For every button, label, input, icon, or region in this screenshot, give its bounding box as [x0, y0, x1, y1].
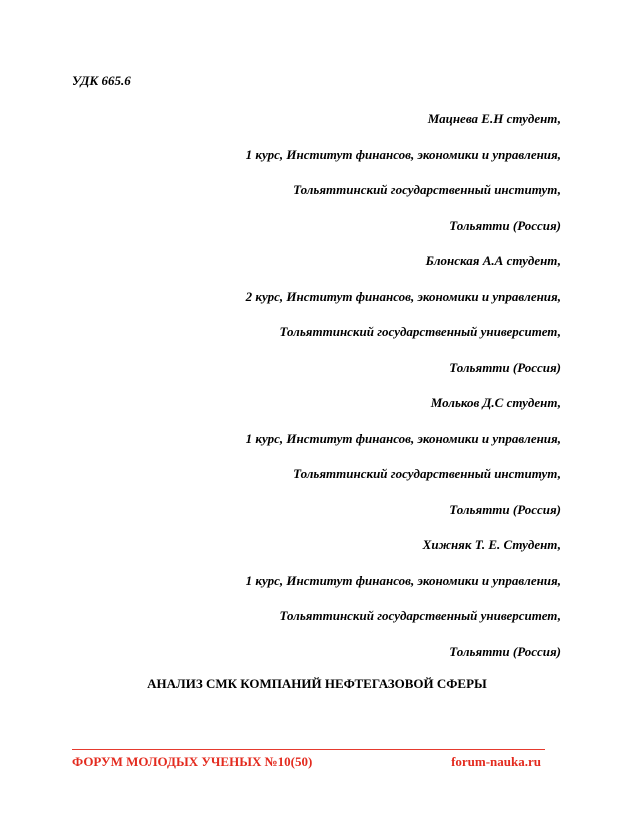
page-footer: [72, 754, 545, 770]
author-3-name: Мольков Д.С студент,: [430, 395, 561, 410]
author-3-city: Тольятти (Россия): [449, 501, 561, 517]
author-1-name: Мацнева Е.Н студент,: [427, 111, 561, 126]
author-block: [0, 111, 561, 679]
author-3-course: 1 курс, Институт финансов, экономики и управления,: [245, 430, 561, 446]
footer-website: forum-nauka.ru: [451, 754, 541, 769]
author-2-city: Тольятти (Россия): [449, 359, 561, 375]
author-2-university: Тольяттинский государственный университет,: [279, 324, 561, 339]
udk-code: УДК 665.6: [72, 73, 131, 88]
author-4-course: 1 курс, Институт финансов, экономики и управления,: [245, 572, 561, 588]
article-title: АНАЛИЗ СМК КОМПАНИЙ НЕФТЕГАЗОВОЙ СФЕРЫ: [147, 676, 487, 691]
footer-journal-name: ФОРУМ МОЛОДЫХ УЧЕНЫХ №10(50): [72, 754, 313, 769]
footer-divider: [72, 749, 545, 750]
author-3-university: Тольяттинский государственный институт,: [293, 466, 561, 481]
author-2-course: 2 курс, Институт финансов, экономики и управления,: [245, 288, 561, 304]
author-1-course: 1 курс, Институт финансов, экономики и управления,: [245, 146, 561, 162]
author-4-name: Хижняк Т. Е. Студент,: [422, 537, 561, 552]
author-4-city: Тольятти (Россия): [449, 643, 561, 659]
author-1-university: Тольяттинский государственный институт,: [293, 182, 561, 197]
author-2-name: Блонская А.А студент,: [425, 253, 561, 268]
author-1-city: Тольятти (Россия): [449, 217, 561, 233]
author-4-university: Тольяттинский государственный университет,: [279, 608, 561, 623]
